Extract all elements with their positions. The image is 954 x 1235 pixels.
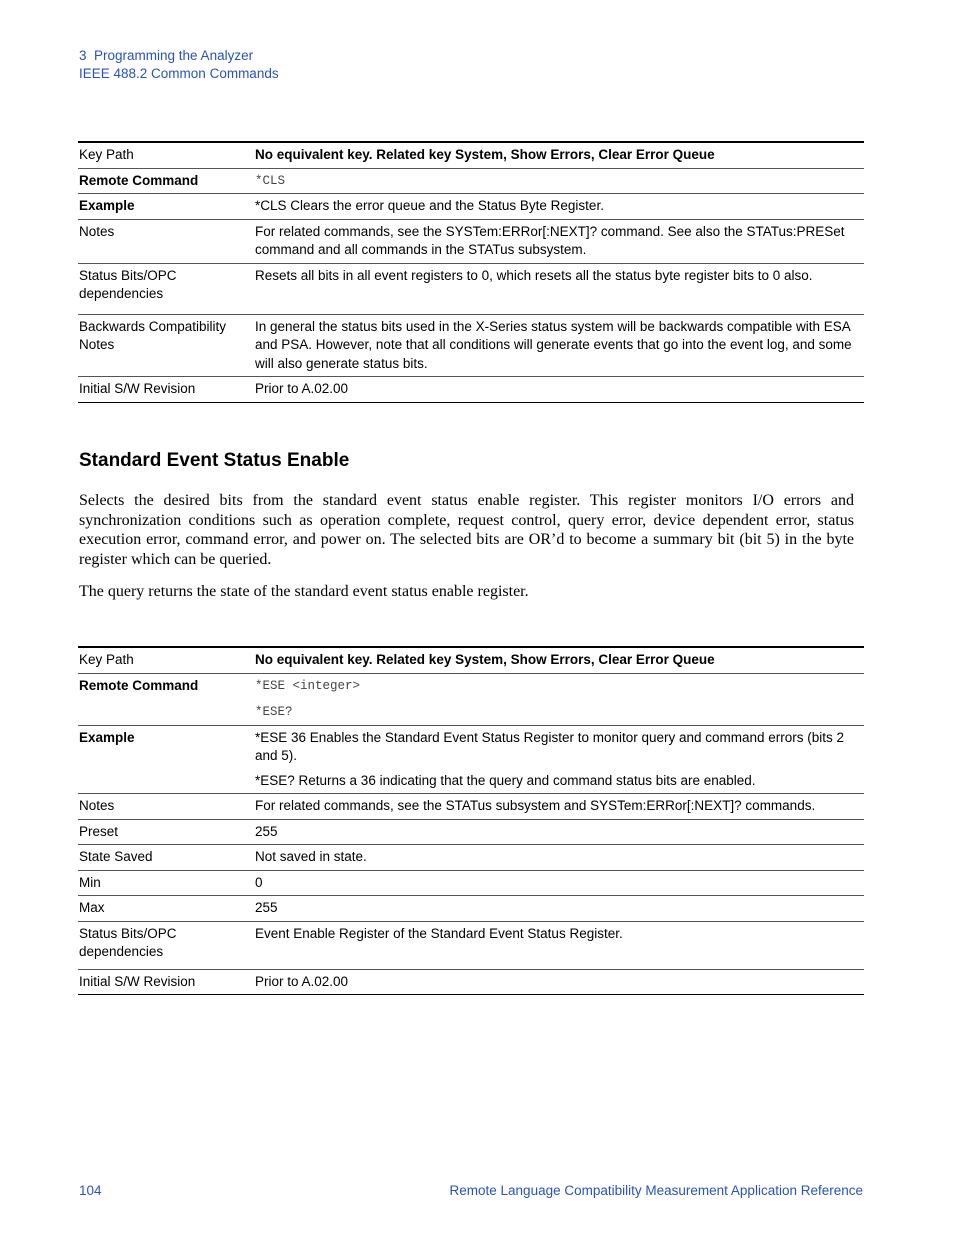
row-label: State Saved xyxy=(78,845,252,871)
section-paragraph: Selects the desired bits from the standard event status enable register. This register monitors I/O errors and synchronization conditions such as operation complete, request control, query error, device dependent error, status execution error, command error, and power on. The selected bits are OR’d to become a summary bit (bit 5) in the byte register which can be queried. xyxy=(79,492,854,568)
table-row xyxy=(78,794,864,820)
table-row xyxy=(78,219,864,263)
row-label: Key Path xyxy=(78,647,252,673)
table-row xyxy=(78,168,864,194)
row-value: Prior to A.02.00 xyxy=(252,377,864,403)
row-label: Preset xyxy=(78,819,252,845)
table-row xyxy=(78,314,864,377)
footer-doc-title: Remote Language Compatibility Measurement Application Reference xyxy=(449,1183,863,1198)
row-label: Min xyxy=(78,870,252,896)
table-row xyxy=(78,647,864,673)
row-label: Max xyxy=(78,896,252,922)
table-row xyxy=(78,819,864,845)
row-value: *CLS Clears the error queue and the Status Byte Register. xyxy=(252,194,864,220)
row-label: Initial S/W Revision xyxy=(78,969,252,995)
row-label: Example xyxy=(78,194,252,220)
row-label: Notes xyxy=(78,794,252,820)
row-value: For related commands, see the STATus subsystem and SYSTem:ERRor[:NEXT]? commands. xyxy=(252,794,864,820)
ese-command-table xyxy=(78,646,864,995)
table-row xyxy=(78,725,864,794)
row-label: Remote Command xyxy=(78,673,252,725)
section-paragraph: The query returns the state of the standard event status enable register. xyxy=(79,583,529,600)
header-chapter: 3 Programming the Analyzer xyxy=(79,48,254,63)
row-value: Not saved in state. xyxy=(252,845,864,871)
row-value: 255 xyxy=(252,819,864,845)
table-row xyxy=(78,673,864,725)
row-value: Resets all bits in all event registers to 0, which resets all the status byte register bits to 0 also. xyxy=(252,263,864,314)
command-syntax: *ESE <integer> xyxy=(255,678,361,693)
table-row xyxy=(78,263,864,314)
table-row xyxy=(78,969,864,995)
row-value-group xyxy=(252,725,864,794)
row-label: Status Bits/OPC dependencies xyxy=(78,263,252,314)
row-label: Status Bits/OPC dependencies xyxy=(78,921,252,969)
row-value: Prior to A.02.00 xyxy=(252,969,864,995)
cls-command-table xyxy=(78,141,864,403)
query-syntax: *ESE? xyxy=(255,705,293,719)
table-row xyxy=(78,921,864,969)
page-number: 104 xyxy=(79,1183,102,1198)
table-row xyxy=(78,377,864,403)
table-row xyxy=(78,845,864,871)
table-row xyxy=(78,194,864,220)
row-value: No equivalent key. Related key System, Show Errors, Clear Error Queue xyxy=(252,647,864,673)
row-value: For related commands, see the SYSTem:ERRor[:NEXT]? command. See also the STATus:PRESet command and all commands in the STATus subsystem. xyxy=(252,219,864,263)
table-row xyxy=(78,142,864,168)
row-label: Initial S/W Revision xyxy=(78,377,252,403)
running-header xyxy=(79,47,279,83)
row-label: Remote Command xyxy=(78,168,252,194)
row-label: Backwards Compatibility Notes xyxy=(78,314,252,377)
row-value: No equivalent key. Related key System, Show Errors, Clear Error Queue xyxy=(252,142,864,168)
row-value: *CLS xyxy=(252,168,864,194)
row-label: Key Path xyxy=(78,142,252,168)
table-row xyxy=(78,870,864,896)
example-command: *ESE 36 Enables the Standard Event Status Register to monitor query and command errors (bits 2 and 5). xyxy=(255,729,845,763)
row-label: Example xyxy=(78,725,252,794)
row-value: 0 xyxy=(252,870,864,896)
example-query: *ESE? Returns a 36 indicating that the query and command status bits are enabled. xyxy=(255,772,756,788)
row-value: In general the status bits used in the X-Series status system will be backwards compatible with ESA and PSA. However, note that all conditions will generate events that go into the event log, and some will also generate status bits. xyxy=(252,314,864,377)
row-value: Event Enable Register of the Standard Event Status Register. xyxy=(252,921,864,969)
section-title: Standard Event Status Enable xyxy=(79,450,350,471)
header-section: IEEE 488.2 Common Commands xyxy=(79,66,279,81)
row-label: Notes xyxy=(78,219,252,263)
table-row xyxy=(78,896,864,922)
row-value: 255 xyxy=(252,896,864,922)
row-value-group xyxy=(252,673,864,725)
